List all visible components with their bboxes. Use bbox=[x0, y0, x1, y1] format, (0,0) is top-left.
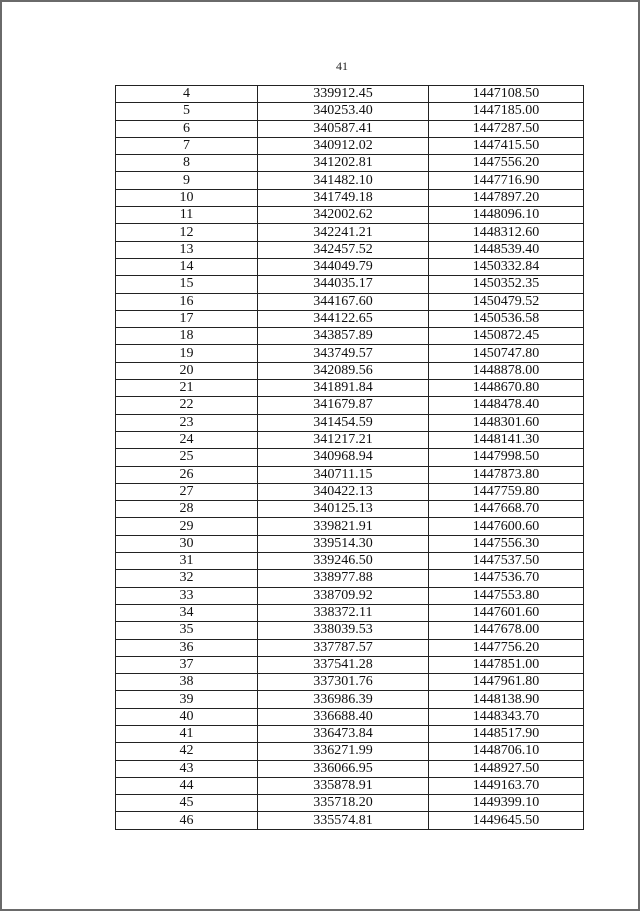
y-coordinate-cell: 1448878.00 bbox=[429, 362, 584, 379]
table-row bbox=[116, 518, 584, 535]
table-row bbox=[116, 258, 584, 275]
table-row bbox=[116, 414, 584, 431]
table-row bbox=[116, 328, 584, 345]
table-row bbox=[116, 86, 584, 103]
table-row bbox=[116, 743, 584, 760]
x-coordinate-cell: 340125.13 bbox=[258, 501, 429, 518]
point-number-cell: 5 bbox=[116, 103, 258, 120]
y-coordinate-cell: 1447678.00 bbox=[429, 622, 584, 639]
table-row bbox=[116, 622, 584, 639]
x-coordinate-cell: 344049.79 bbox=[258, 258, 429, 275]
y-coordinate-cell: 1448539.40 bbox=[429, 241, 584, 258]
table-row bbox=[116, 570, 584, 587]
table-row bbox=[116, 431, 584, 448]
point-number-cell: 24 bbox=[116, 431, 258, 448]
point-number-cell: 7 bbox=[116, 137, 258, 154]
table-row bbox=[116, 207, 584, 224]
point-number-cell: 30 bbox=[116, 535, 258, 552]
x-coordinate-cell: 335878.91 bbox=[258, 777, 429, 794]
point-number-cell: 6 bbox=[116, 120, 258, 137]
point-number-cell: 28 bbox=[116, 501, 258, 518]
table-row bbox=[116, 293, 584, 310]
x-coordinate-cell: 341679.87 bbox=[258, 397, 429, 414]
point-number-cell: 18 bbox=[116, 328, 258, 345]
x-coordinate-cell: 344122.65 bbox=[258, 310, 429, 327]
table-row bbox=[116, 708, 584, 725]
table-row bbox=[116, 276, 584, 293]
x-coordinate-cell: 339912.45 bbox=[258, 86, 429, 103]
x-coordinate-cell: 341749.18 bbox=[258, 189, 429, 206]
table-row bbox=[116, 241, 584, 258]
point-number-cell: 38 bbox=[116, 674, 258, 691]
x-coordinate-cell: 344035.17 bbox=[258, 276, 429, 293]
point-number-cell: 20 bbox=[116, 362, 258, 379]
y-coordinate-cell: 1448343.70 bbox=[429, 708, 584, 725]
table-row bbox=[116, 691, 584, 708]
point-number-cell: 4 bbox=[116, 86, 258, 103]
y-coordinate-cell: 1447108.50 bbox=[429, 86, 584, 103]
point-number-cell: 46 bbox=[116, 812, 258, 829]
x-coordinate-cell: 341217.21 bbox=[258, 431, 429, 448]
table-row bbox=[116, 466, 584, 483]
x-coordinate-cell: 339514.30 bbox=[258, 535, 429, 552]
y-coordinate-cell: 1447185.00 bbox=[429, 103, 584, 120]
y-coordinate-cell: 1447873.80 bbox=[429, 466, 584, 483]
table-row bbox=[116, 587, 584, 604]
x-coordinate-cell: 339821.91 bbox=[258, 518, 429, 535]
x-coordinate-cell: 338977.88 bbox=[258, 570, 429, 587]
x-coordinate-cell: 342241.21 bbox=[258, 224, 429, 241]
table-row bbox=[116, 120, 584, 137]
y-coordinate-cell: 1447553.80 bbox=[429, 587, 584, 604]
point-number-cell: 11 bbox=[116, 207, 258, 224]
point-number-cell: 17 bbox=[116, 310, 258, 327]
x-coordinate-cell: 337541.28 bbox=[258, 656, 429, 673]
table-row bbox=[116, 760, 584, 777]
point-number-cell: 15 bbox=[116, 276, 258, 293]
table-row bbox=[116, 449, 584, 466]
table-row bbox=[116, 362, 584, 379]
point-number-cell: 19 bbox=[116, 345, 258, 362]
table-row bbox=[116, 172, 584, 189]
point-number-cell: 21 bbox=[116, 380, 258, 397]
y-coordinate-cell: 1447287.50 bbox=[429, 120, 584, 137]
y-coordinate-cell: 1448517.90 bbox=[429, 725, 584, 742]
x-coordinate-cell: 337787.57 bbox=[258, 639, 429, 656]
point-number-cell: 13 bbox=[116, 241, 258, 258]
point-number-cell: 35 bbox=[116, 622, 258, 639]
y-coordinate-cell: 1448096.10 bbox=[429, 207, 584, 224]
x-coordinate-cell: 344167.60 bbox=[258, 293, 429, 310]
y-coordinate-cell: 1450536.58 bbox=[429, 310, 584, 327]
x-coordinate-cell: 342002.62 bbox=[258, 207, 429, 224]
y-coordinate-cell: 1448670.80 bbox=[429, 380, 584, 397]
x-coordinate-cell: 340912.02 bbox=[258, 137, 429, 154]
x-coordinate-cell: 340711.15 bbox=[258, 466, 429, 483]
point-number-cell: 27 bbox=[116, 483, 258, 500]
table-row bbox=[116, 725, 584, 742]
y-coordinate-cell: 1447759.80 bbox=[429, 483, 584, 500]
x-coordinate-cell: 342457.52 bbox=[258, 241, 429, 258]
point-number-cell: 36 bbox=[116, 639, 258, 656]
y-coordinate-cell: 1448301.60 bbox=[429, 414, 584, 431]
table-row bbox=[116, 656, 584, 673]
x-coordinate-cell: 339246.50 bbox=[258, 553, 429, 570]
y-coordinate-cell: 1448927.50 bbox=[429, 760, 584, 777]
table-row bbox=[116, 224, 584, 241]
point-number-cell: 26 bbox=[116, 466, 258, 483]
y-coordinate-cell: 1448478.40 bbox=[429, 397, 584, 414]
y-coordinate-cell: 1447600.60 bbox=[429, 518, 584, 535]
y-coordinate-cell: 1447556.20 bbox=[429, 155, 584, 172]
point-number-cell: 12 bbox=[116, 224, 258, 241]
point-number-cell: 33 bbox=[116, 587, 258, 604]
point-number-cell: 45 bbox=[116, 795, 258, 812]
y-coordinate-cell: 1448312.60 bbox=[429, 224, 584, 241]
x-coordinate-cell: 335718.20 bbox=[258, 795, 429, 812]
y-coordinate-cell: 1447537.50 bbox=[429, 553, 584, 570]
point-number-cell: 10 bbox=[116, 189, 258, 206]
point-number-cell: 41 bbox=[116, 725, 258, 742]
y-coordinate-cell: 1449163.70 bbox=[429, 777, 584, 794]
x-coordinate-cell: 343857.89 bbox=[258, 328, 429, 345]
table-row bbox=[116, 137, 584, 154]
y-coordinate-cell: 1447536.70 bbox=[429, 570, 584, 587]
x-coordinate-cell: 337301.76 bbox=[258, 674, 429, 691]
y-coordinate-cell: 1447415.50 bbox=[429, 137, 584, 154]
point-number-cell: 22 bbox=[116, 397, 258, 414]
point-number-cell: 23 bbox=[116, 414, 258, 431]
point-number-cell: 37 bbox=[116, 656, 258, 673]
x-coordinate-cell: 341202.81 bbox=[258, 155, 429, 172]
point-number-cell: 31 bbox=[116, 553, 258, 570]
x-coordinate-cell: 340422.13 bbox=[258, 483, 429, 500]
x-coordinate-cell: 343749.57 bbox=[258, 345, 429, 362]
point-number-cell: 44 bbox=[116, 777, 258, 794]
x-coordinate-cell: 342089.56 bbox=[258, 362, 429, 379]
point-number-cell: 29 bbox=[116, 518, 258, 535]
table-row bbox=[116, 553, 584, 570]
table-row bbox=[116, 310, 584, 327]
x-coordinate-cell: 338039.53 bbox=[258, 622, 429, 639]
y-coordinate-cell: 1447756.20 bbox=[429, 639, 584, 656]
y-coordinate-cell: 1447716.90 bbox=[429, 172, 584, 189]
table-row bbox=[116, 380, 584, 397]
table-row bbox=[116, 812, 584, 829]
y-coordinate-cell: 1450352.35 bbox=[429, 276, 584, 293]
table-row bbox=[116, 777, 584, 794]
x-coordinate-cell: 336986.39 bbox=[258, 691, 429, 708]
table-row bbox=[116, 795, 584, 812]
x-coordinate-cell: 338372.11 bbox=[258, 604, 429, 621]
y-coordinate-cell: 1448138.90 bbox=[429, 691, 584, 708]
point-number-cell: 25 bbox=[116, 449, 258, 466]
y-coordinate-cell: 1449645.50 bbox=[429, 812, 584, 829]
table-row bbox=[116, 155, 584, 172]
table-row bbox=[116, 604, 584, 621]
y-coordinate-cell: 1447668.70 bbox=[429, 501, 584, 518]
y-coordinate-cell: 1447601.60 bbox=[429, 604, 584, 621]
x-coordinate-cell: 341891.84 bbox=[258, 380, 429, 397]
point-number-cell: 8 bbox=[116, 155, 258, 172]
x-coordinate-cell: 338709.92 bbox=[258, 587, 429, 604]
y-coordinate-cell: 1447897.20 bbox=[429, 189, 584, 206]
point-number-cell: 34 bbox=[116, 604, 258, 621]
x-coordinate-cell: 336473.84 bbox=[258, 725, 429, 742]
x-coordinate-cell: 336271.99 bbox=[258, 743, 429, 760]
point-number-cell: 14 bbox=[116, 258, 258, 275]
document-page bbox=[2, 2, 638, 909]
x-coordinate-cell: 336066.95 bbox=[258, 760, 429, 777]
point-number-cell: 40 bbox=[116, 708, 258, 725]
y-coordinate-cell: 1449399.10 bbox=[429, 795, 584, 812]
x-coordinate-cell: 341454.59 bbox=[258, 414, 429, 431]
x-coordinate-cell: 336688.40 bbox=[258, 708, 429, 725]
y-coordinate-cell: 1447961.80 bbox=[429, 674, 584, 691]
point-number-cell: 9 bbox=[116, 172, 258, 189]
coordinates-table bbox=[115, 85, 584, 830]
y-coordinate-cell: 1448706.10 bbox=[429, 743, 584, 760]
x-coordinate-cell: 340968.94 bbox=[258, 449, 429, 466]
y-coordinate-cell: 1448141.30 bbox=[429, 431, 584, 448]
x-coordinate-cell: 340253.40 bbox=[258, 103, 429, 120]
y-coordinate-cell: 1447556.30 bbox=[429, 535, 584, 552]
table-row bbox=[116, 345, 584, 362]
point-number-cell: 42 bbox=[116, 743, 258, 760]
x-coordinate-cell: 335574.81 bbox=[258, 812, 429, 829]
table-row bbox=[116, 397, 584, 414]
y-coordinate-cell: 1450479.52 bbox=[429, 293, 584, 310]
x-coordinate-cell: 340587.41 bbox=[258, 120, 429, 137]
table-row bbox=[116, 189, 584, 206]
page-number: 41 bbox=[336, 59, 348, 73]
y-coordinate-cell: 1447998.50 bbox=[429, 449, 584, 466]
x-coordinate-cell: 341482.10 bbox=[258, 172, 429, 189]
y-coordinate-cell: 1450332.84 bbox=[429, 258, 584, 275]
table-row bbox=[116, 639, 584, 656]
point-number-cell: 39 bbox=[116, 691, 258, 708]
table-row bbox=[116, 483, 584, 500]
coordinates-table-body bbox=[116, 86, 584, 830]
y-coordinate-cell: 1450747.80 bbox=[429, 345, 584, 362]
table-row bbox=[116, 501, 584, 518]
point-number-cell: 16 bbox=[116, 293, 258, 310]
table-row bbox=[116, 103, 584, 120]
table-row bbox=[116, 535, 584, 552]
table-row bbox=[116, 674, 584, 691]
y-coordinate-cell: 1450872.45 bbox=[429, 328, 584, 345]
y-coordinate-cell: 1447851.00 bbox=[429, 656, 584, 673]
point-number-cell: 43 bbox=[116, 760, 258, 777]
point-number-cell: 32 bbox=[116, 570, 258, 587]
